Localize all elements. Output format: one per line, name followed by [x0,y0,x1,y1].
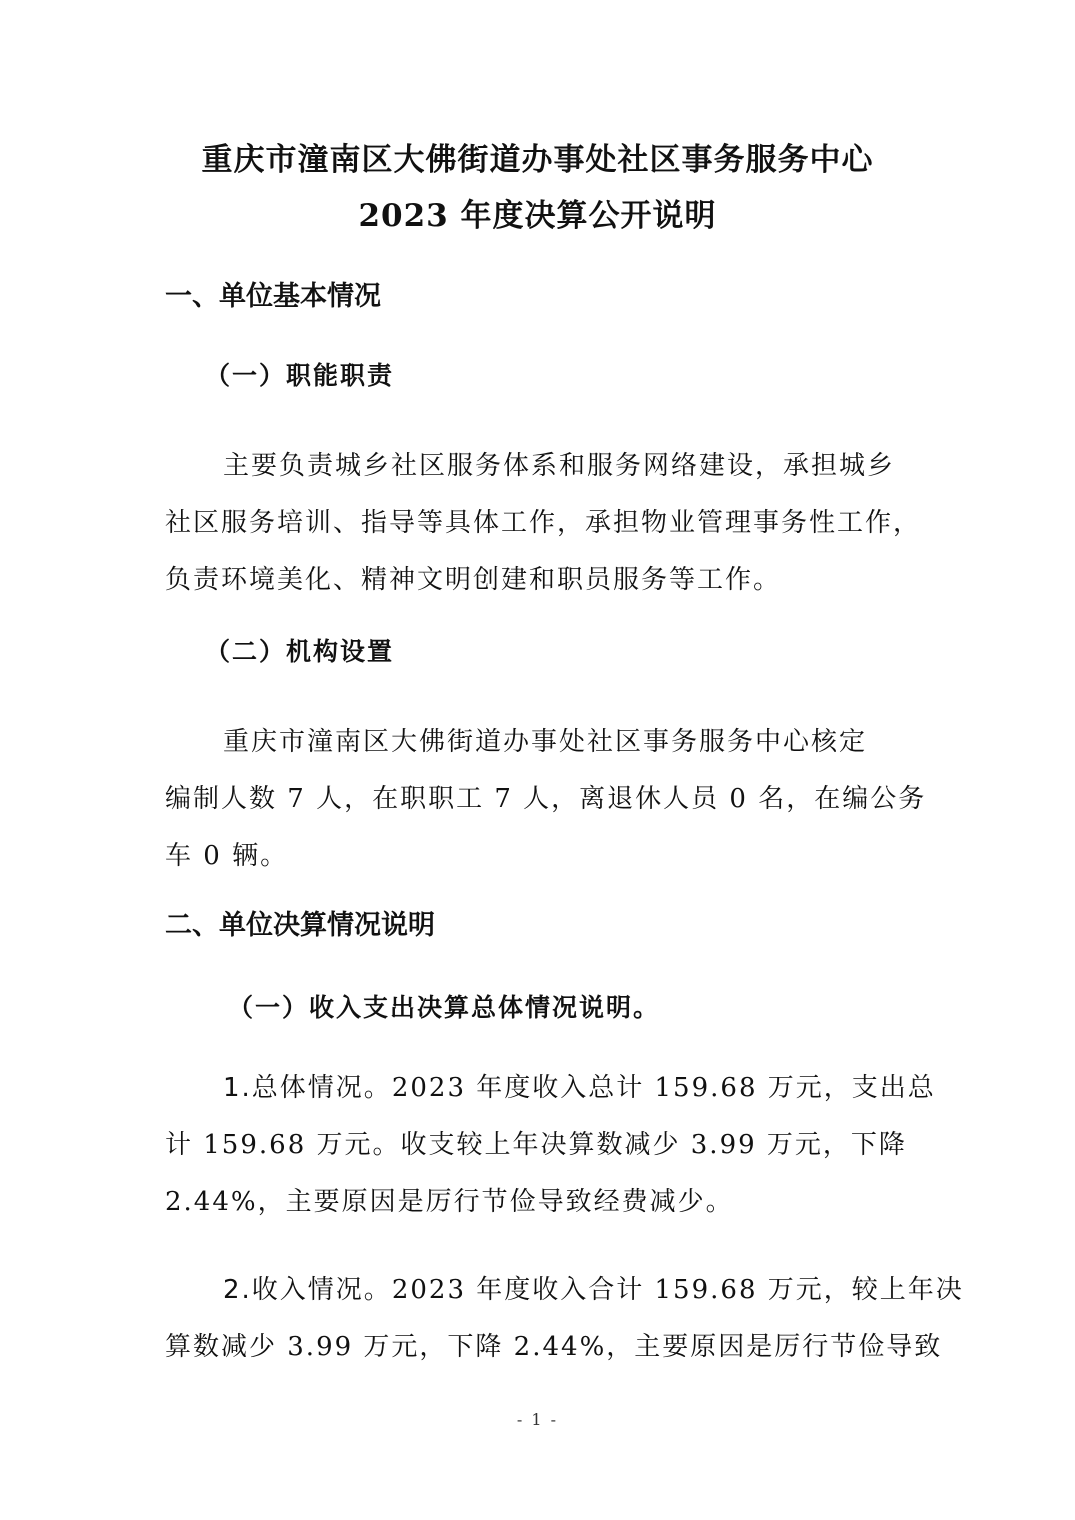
document-title-line-1: 重庆市潼南区大佛街道办事处社区事务服务中心 [201,142,874,178]
subsection-overall-heading: （一）收入支出决算总体情况说明。 [228,993,661,1022]
overall-line-1: 1.总体情况。2023 年度收入总计 159.68 万元，支出总 [223,1073,936,1103]
subsection-duties-heading: （一）职能职责 [205,361,395,390]
organization-line-2: 编制人数 7 人，在职职工 7 人，离退休人员 0 名，在编公务 [165,784,927,814]
income-situation-paragraph [165,1262,964,1376]
duties-paragraph [165,438,922,609]
section-2-heading: 二、单位决算情况说明 [165,910,435,941]
subsection-organization-heading: （二）机构设置 [205,637,395,666]
income-lead: 2.收入情况。 [223,1275,392,1305]
document-title-line-2: 2023 年度决算公开说明 [358,198,717,234]
overall-situation-paragraph [165,1060,936,1231]
income-line-2: 算数减少 3.99 万元，下降 2.44%，主要原因是厉行节俭导致 [165,1332,943,1362]
duties-line-2: 社区服务培训、指导等具体工作，承担物业管理事务性工作， [165,508,922,538]
overall-lead: 1.总体情况。 [223,1073,392,1103]
overall-line-2: 计 159.68 万元。收支较上年决算数减少 3.99 万元，下降 [165,1130,907,1160]
income-line-1: 2.收入情况。2023 年度收入合计 159.68 万元，较上年决 [223,1275,964,1305]
organization-line-3: 车 0 辆。 [165,841,289,871]
organization-paragraph [165,714,927,885]
overall-line-3: 2.44%，主要原因是厉行节俭导致经费减少。 [165,1187,734,1217]
page-number: - 1 - [516,1410,559,1429]
duties-line-3: 负责环境美化、精神文明创建和职员服务等工作。 [165,565,782,595]
section-1-heading: 一、单位基本情况 [165,281,381,312]
duties-line-1: 主要负责城乡社区服务体系和服务网络建设，承担城乡 [223,451,896,481]
organization-line-1: 重庆市潼南区大佛街道办事处社区事务服务中心核定 [223,727,868,757]
